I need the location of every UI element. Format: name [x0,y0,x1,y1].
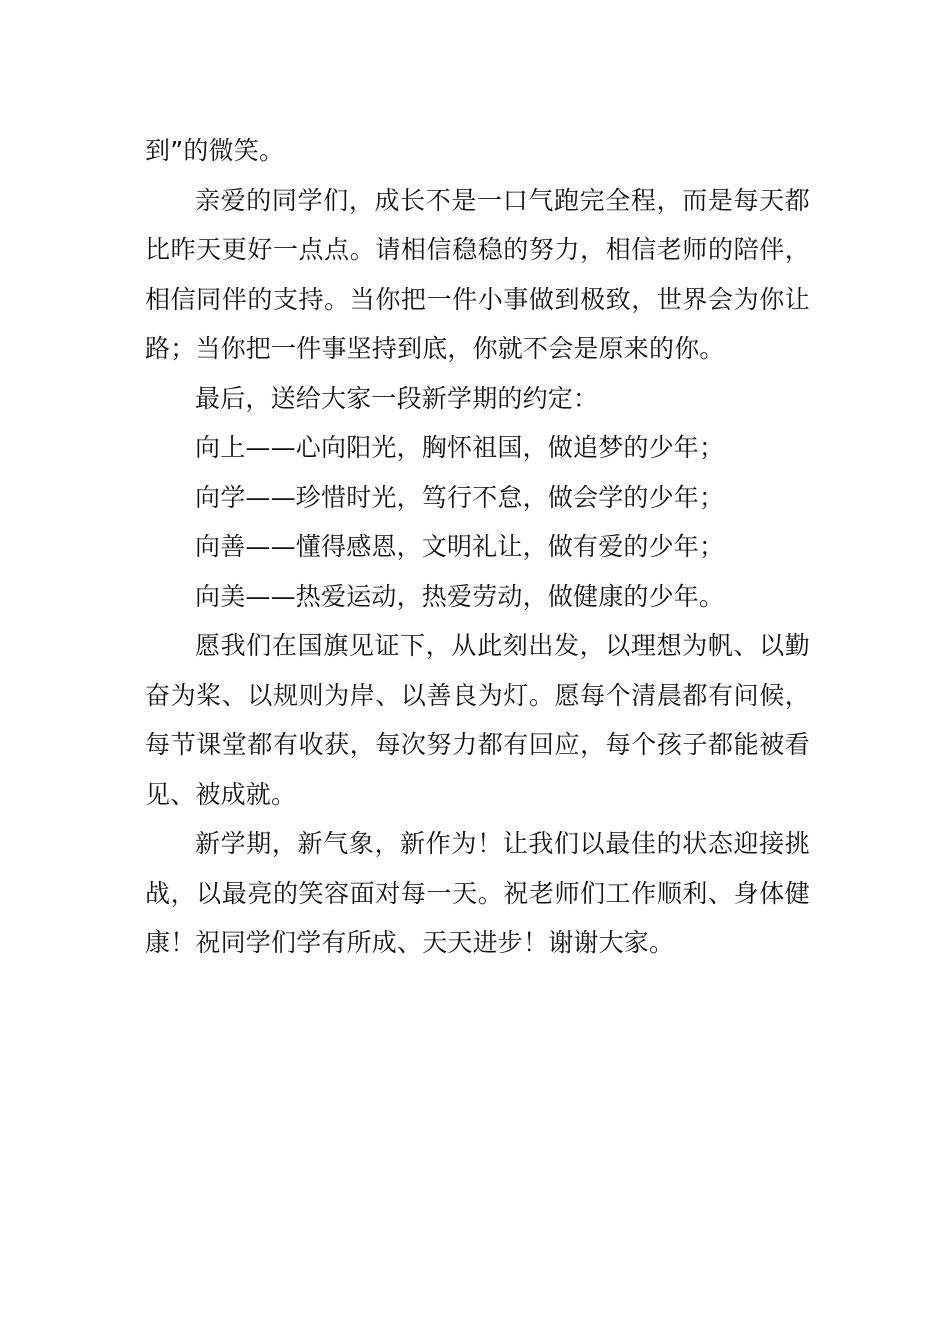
paragraph-promise-intro: 最后，送给大家一段新学期的约定： [195,383,599,413]
paragraph-promise-kindness: 向善——懂得感恩，文明礼让，做有爱的少年； [195,532,725,561]
paragraph-wishes: 愿我们在国旗见证下，从此刻出发，以理想为帆、以勤奋为桨、以规则为岸、以善良为灯。愿每个清晨都有问候，每节课堂都有收获，每次努力都有回应，每个孩子都能被看见、被成就。 [145,631,810,809]
paragraph-promise-learning: 向学——珍惜时光，笃行不怠，做会学的少年； [195,482,725,512]
paragraph-promise-beauty: 向美——热爱运动，热爱劳动，做健康的少年。 [195,581,725,611]
paragraph-continuation: 到”的微笑。 [145,136,285,165]
paragraph-promise-upward: 向上——心向阳光，胸怀祖国，做追梦的少年； [195,433,725,462]
paragraph-closing: 新学期，新气象，新作为！让我们以最佳的状态迎接挑战，以最亮的笑容面对每一天。祝老师们工作顺利、身体健康！祝同学们学有所成、天天进步！谢谢大家。 [145,829,810,957]
document-body [145,126,810,968]
paragraph-growth: 亲爱的同学们，成长不是一口气跑完全程，而是每天都比昨天更好一点点。请相信稳稳的努力，相信老师的陪伴，相信同伴的支持。当你把一件小事做到极致，世界会为你让路；当你把一件事坚持到底，你就不会是原来的你。 [145,185,810,363]
